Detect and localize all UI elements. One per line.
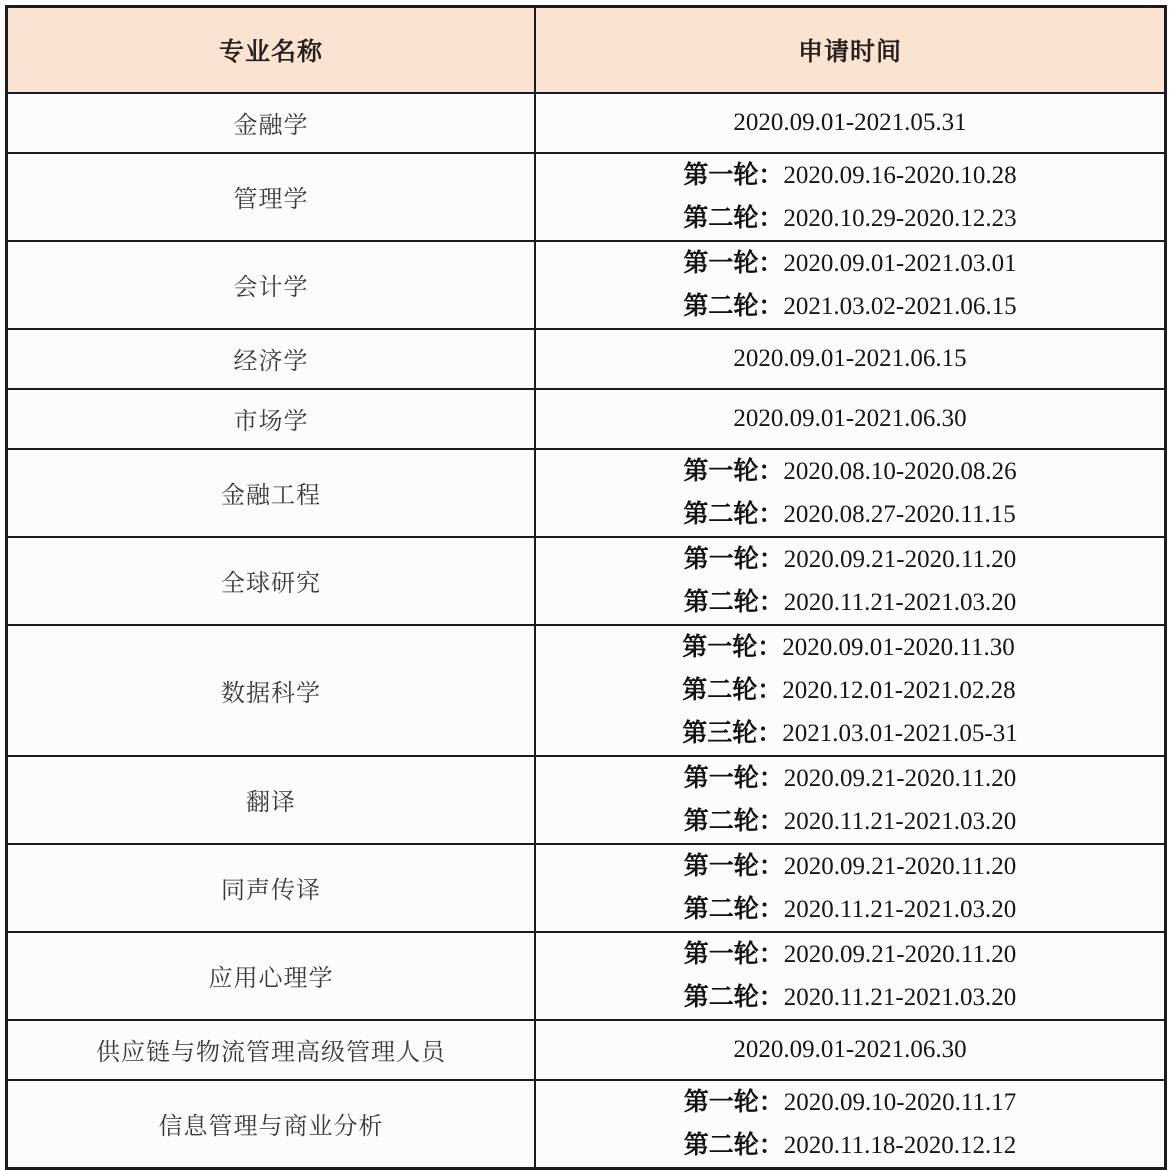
time-lines <box>733 1035 966 1065</box>
time-line <box>683 285 1016 328</box>
table-row <box>7 389 1166 449</box>
table-row <box>7 241 1166 329</box>
date-range: 2020.09.01-2021.05.31 <box>733 108 967 136</box>
time-line <box>733 108 966 138</box>
time-line <box>684 1124 1016 1167</box>
time-line <box>684 933 1016 976</box>
time-line <box>684 757 1016 800</box>
round-label: 第一轮： <box>683 248 784 277</box>
application-time-cell <box>535 932 1166 1020</box>
date-range: 2020.11.21-2021.03.20 <box>783 588 1017 616</box>
time-line <box>682 712 1017 755</box>
date-range: 2020.09.01-2020.11.30 <box>782 633 1015 661</box>
time-lines <box>684 538 1016 624</box>
major-name-cell: 经济学 <box>7 329 536 389</box>
round-label: 第一轮： <box>683 763 784 792</box>
round-label: 第二轮： <box>683 894 784 923</box>
date-range: 2020.09.01-2021.06.30 <box>733 1035 967 1063</box>
date-range: 2020.08.10-2020.08.26 <box>783 457 1017 485</box>
application-time-cell <box>535 1080 1166 1169</box>
round-label: 第一轮： <box>683 939 784 968</box>
time-lines <box>683 450 1016 536</box>
round-label: 第二轮： <box>683 587 784 616</box>
time-line <box>733 404 966 434</box>
date-range: 2020.09.21-2020.11.20 <box>783 852 1017 880</box>
application-time-cell <box>535 1020 1166 1080</box>
time-line <box>684 800 1016 843</box>
time-line <box>683 242 1016 285</box>
date-range: 2020.11.21-2021.03.20 <box>783 807 1017 835</box>
table-row <box>7 625 1166 756</box>
application-time-cell <box>535 537 1166 625</box>
application-time-cell <box>535 449 1166 537</box>
round-label: 第一轮： <box>683 456 784 485</box>
major-name-cell: 应用心理学 <box>7 932 536 1020</box>
table-row <box>7 537 1166 625</box>
time-line <box>684 888 1016 931</box>
major-name-cell: 供应链与物流管理高级管理人员 <box>7 1020 536 1080</box>
time-line <box>684 581 1016 624</box>
date-range: 2020.09.21-2020.11.20 <box>783 764 1017 792</box>
time-line <box>682 626 1017 669</box>
application-time-cell <box>535 93 1166 153</box>
time-line <box>683 450 1016 493</box>
round-label: 第二轮： <box>683 291 784 320</box>
application-time-cell <box>535 389 1166 449</box>
time-lines <box>683 242 1016 328</box>
table-row <box>7 329 1166 389</box>
date-range: 2020.09.01-2021.06.30 <box>733 404 967 432</box>
time-lines <box>684 845 1016 931</box>
date-range: 2020.09.16-2020.10.28 <box>783 161 1017 189</box>
time-line <box>684 1081 1016 1124</box>
time-line <box>684 976 1016 1019</box>
date-range: 2020.09.01-2021.03.01 <box>783 249 1017 277</box>
date-range: 2020.12.01-2021.02.28 <box>782 676 1016 704</box>
table-row <box>7 449 1166 537</box>
round-label: 第一轮： <box>683 851 784 880</box>
time-lines <box>684 933 1016 1019</box>
round-label: 第二轮： <box>683 1130 784 1159</box>
table-row <box>7 932 1166 1020</box>
application-time-cell <box>535 329 1166 389</box>
time-lines <box>733 344 966 374</box>
round-label: 第二轮： <box>682 675 783 704</box>
major-name-cell: 数据科学 <box>7 625 536 756</box>
time-line <box>683 154 1016 197</box>
round-label: 第三轮： <box>682 718 783 747</box>
time-lines <box>733 404 966 434</box>
time-lines <box>684 1081 1016 1167</box>
time-line <box>683 197 1016 240</box>
date-range: 2020.11.18-2020.12.12 <box>783 1131 1017 1159</box>
date-range: 2020.08.27-2020.11.15 <box>783 500 1016 528</box>
major-name-cell: 全球研究 <box>7 537 536 625</box>
time-lines <box>733 108 966 138</box>
major-name-cell: 信息管理与商业分析 <box>7 1080 536 1169</box>
major-name-cell: 翻译 <box>7 756 536 844</box>
round-label: 第二轮： <box>683 806 784 835</box>
time-line <box>684 845 1016 888</box>
application-time-cell <box>535 844 1166 932</box>
round-label: 第一轮： <box>683 544 784 573</box>
header-row <box>7 7 1166 93</box>
table-row <box>7 1020 1166 1080</box>
round-label: 第二轮： <box>683 499 784 528</box>
application-time-cell <box>535 153 1166 241</box>
round-label: 第一轮： <box>683 1087 784 1116</box>
major-name-cell: 金融工程 <box>7 449 536 537</box>
date-range: 2021.03.01-2021.05-31 <box>782 719 1018 747</box>
major-name-cell: 金融学 <box>7 93 536 153</box>
time-lines <box>682 626 1017 755</box>
table-body <box>7 93 1166 1169</box>
table-row <box>7 1080 1166 1169</box>
date-range: 2021.03.02-2021.06.15 <box>783 292 1017 320</box>
date-range: 2020.10.29-2020.12.23 <box>783 204 1017 232</box>
time-line <box>733 1035 966 1065</box>
round-label: 第一轮： <box>682 632 783 661</box>
col-header-application-time: 申请时间 <box>535 7 1166 93</box>
col-header-major: 专业名称 <box>7 7 536 93</box>
round-label: 第二轮： <box>683 203 784 232</box>
time-line <box>733 344 966 374</box>
date-range: 2020.09.01-2021.06.15 <box>733 344 967 372</box>
major-name-cell: 管理学 <box>7 153 536 241</box>
time-lines <box>684 757 1016 843</box>
table-row <box>7 153 1166 241</box>
date-range: 2020.09.10-2020.11.17 <box>783 1088 1017 1116</box>
table-row <box>7 756 1166 844</box>
application-time-cell <box>535 241 1166 329</box>
time-lines <box>683 154 1016 240</box>
date-range: 2020.09.21-2020.11.20 <box>783 940 1017 968</box>
major-name-cell: 市场学 <box>7 389 536 449</box>
application-time-table <box>5 5 1167 1170</box>
application-time-cell <box>535 756 1166 844</box>
date-range: 2020.11.21-2021.03.20 <box>783 983 1017 1011</box>
table-row <box>7 844 1166 932</box>
time-line <box>684 538 1016 581</box>
time-line <box>683 493 1016 536</box>
table-row <box>7 93 1166 153</box>
date-range: 2020.09.21-2020.11.20 <box>783 545 1017 573</box>
major-name-cell: 会计学 <box>7 241 536 329</box>
date-range: 2020.11.21-2021.03.20 <box>783 895 1017 923</box>
round-label: 第二轮： <box>683 982 784 1011</box>
round-label: 第一轮： <box>683 160 784 189</box>
application-time-cell <box>535 625 1166 756</box>
major-name-cell: 同声传译 <box>7 844 536 932</box>
time-line <box>682 669 1017 712</box>
